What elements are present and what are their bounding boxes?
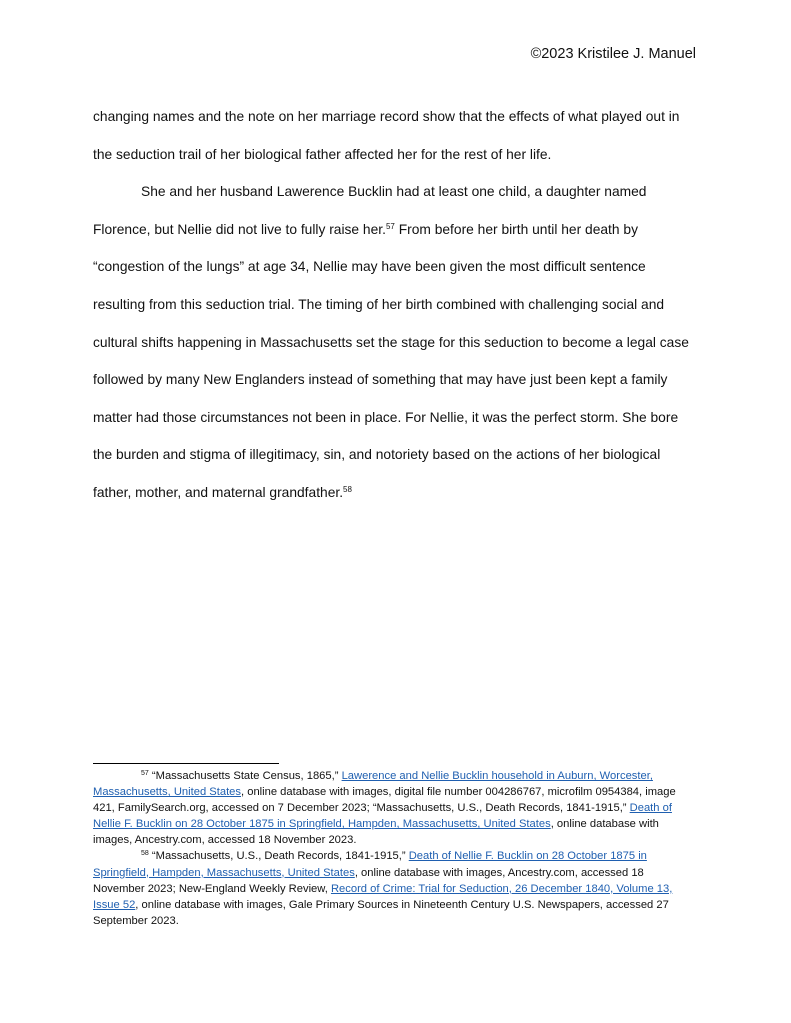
page-header-copyright: ©2023 Kristilee J. Manuel [530,46,696,62]
body-text [93,98,693,512]
footnote-text: , online database with images, Ancestry.com, accessed 18 November 2023. [93,818,659,847]
footnotes [93,768,697,929]
footnote-ref-57[interactable]: 57 [385,221,395,231]
paragraph-2-part-b: From before her birth until her death by “congestion of the lungs” at age 34, Nellie may have been given the most difficult sentence resulting from this seduction trial. The timing of her birth combined with challenging social and cultural shifts happening in Massachusetts set the stage for this seduction to become a legal case followed by many New Englanders instead of something that may have just been kept a family matter had those circumstances not been in place. For Nellie, it was the perfect storm. She bore the burden and stigma of illegitimacy, sin, and notoriety based on the actions of her biological father, mother, and maternal grandfather. [93,221,689,500]
footnote-link-record-of-crime[interactable]: Record of Crime: Trial for Seduction, 26 December 1840, Volume 13, Issue 52 [93,882,673,911]
footnote-number: 57 [141,770,149,777]
footnote-link-death-record[interactable]: Death of Nellie F. Bucklin on 28 October 1875 in Springfield, Hampden, Massachusetts, United States [93,850,647,879]
footnote-number: 58 [141,850,149,858]
paragraph-2 [93,173,693,511]
footnote-57 [93,768,697,848]
footnote-link-census-household[interactable]: Lawerence and Nellie Bucklin household in Auburn, Worcester, Massachusetts, United States [93,770,653,799]
footnote-text: “Massachusetts, U.S., Death Records, 1841-1915,” [148,850,409,863]
footnote-58 [93,848,697,928]
footnote-ref-58[interactable]: 58 [343,484,352,494]
footnote-text: , online database with images, Gale Primary Sources in Nineteenth Century U.S. Newspapers, accessed 27 September 2023. [93,898,669,927]
footnote-link-death-record[interactable]: Death of Nellie F. Bucklin on 28 October 1875 in Springfield, Hampden, Massachusetts, United States [93,802,672,831]
footnote-text: , online database with images, Ancestry.com, accessed 18 November 2023; New-England Weekly Review, [93,866,644,895]
footnote-text: “Massachusetts State Census, 1865,” [148,770,342,782]
paragraph-2-part-a: She and her husband Lawerence Bucklin had at least one child, a daughter named Florence, but Nellie did not live to fully raise her. [93,184,647,237]
footnote-separator [93,763,279,764]
footnote-text: , online database with images, digital file number 004286767, microfilm 0954384, image 421, FamilySearch.org, accessed on 7 December 2023; “Massachusetts, U.S., Death Records, 1841-1915,” [93,786,676,815]
paragraph-1: changing names and the note on her marriage record show that the effects of what played out in the seduction trail of her biological father affected her for the rest of her life. [93,109,680,162]
